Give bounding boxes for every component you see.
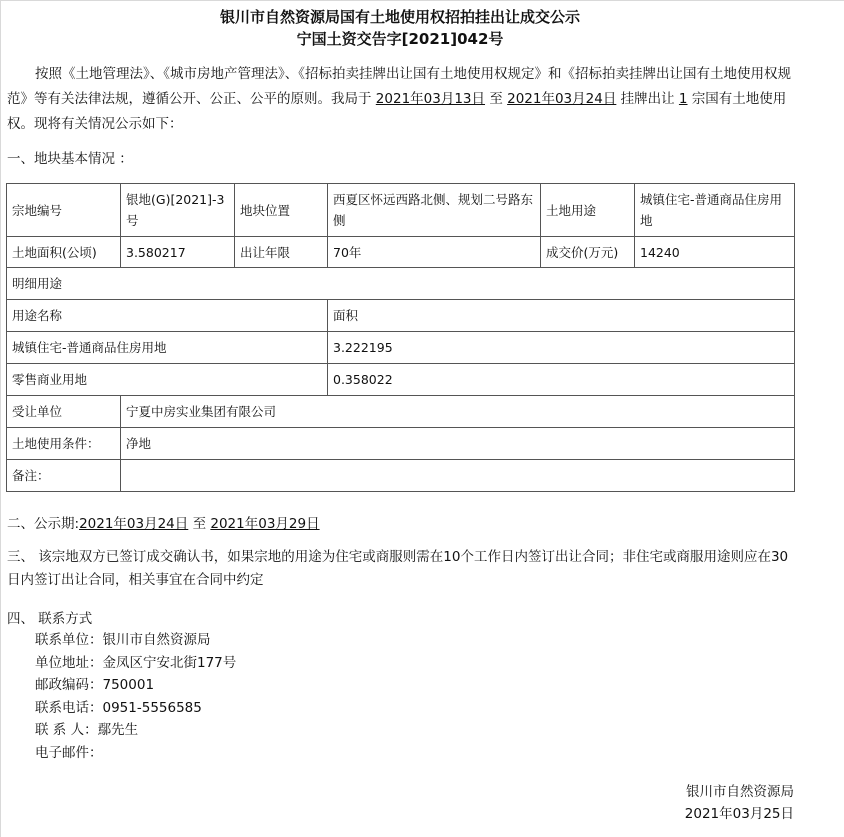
contact-unit-label: 联系单位：: [35, 632, 103, 648]
table-cell: 土地用途: [541, 184, 635, 237]
contact-address-row: [35, 652, 236, 675]
intro-to: 至: [489, 91, 503, 107]
table-row: [7, 460, 795, 492]
contact-zip-label: 邮政编码：: [35, 677, 103, 693]
contact-phone-row: [35, 697, 236, 720]
use-area-header: 面积: [328, 300, 795, 332]
condition-label: 土地使用条件：: [7, 428, 121, 460]
contact-address-label: 单位地址：: [35, 654, 103, 671]
publicity-label: 二、公示期:: [7, 516, 80, 532]
contact-email-label: 电子邮件：: [35, 744, 103, 761]
frame-border-left: [0, 0, 1, 837]
signature-org: 银川市自然资源局: [686, 784, 794, 800]
section-publicity-period: [7, 512, 320, 532]
parcel-count: 1: [678, 91, 688, 107]
use-area-cell: 0.358022: [328, 364, 795, 396]
detail-use-label: 明细用途: [7, 268, 795, 300]
table-cell: 城镇住宅-普通商品住房用地: [635, 184, 795, 237]
condition-value: 净地: [121, 428, 795, 460]
use-area-cell: 3.222195: [328, 332, 795, 364]
section-contract-note: 三、 该宗地双方已签订成交确认书，如果宗地的用途为住宅或商服则需在10个工作日内签订出让合同；非住宅或商服用途则应在30日内签订出让合同，相关事宜在合同中约定: [7, 549, 789, 588]
contact-zip-row: [35, 674, 236, 697]
publicity-to: 至: [192, 516, 207, 532]
table-cell: 地块位置: [235, 184, 328, 237]
table-cell: 宗地编号: [7, 184, 121, 237]
table-row: [7, 428, 795, 460]
table-cell: 14240: [635, 237, 795, 268]
intro-text-1: 按照《土地管理法》、《城市房地产管理法》、《招标拍卖挂牌出让国有土地使用权规定》和《招标拍卖挂牌出让国有土地使用权规范》等有关法律法规，遵循公开、公正、公平的原则。我局于: [7, 66, 791, 107]
publicity-end-date: 2021年03月29日: [210, 516, 320, 532]
intro-text-3: 宗国有土地使用权。现将有关情况公示如下：: [7, 91, 787, 132]
use-name-cell: 零售商业用地: [7, 364, 328, 396]
section-contact-heading: 四、 联系方式: [7, 611, 93, 627]
intro-paragraph: [7, 62, 797, 137]
contact-person-value: 鄢先生: [97, 722, 139, 738]
buyer-label: 受让单位: [7, 396, 121, 428]
use-name-header: 用途名称: [7, 300, 328, 332]
contact-phone-value: 0951-5556585: [102, 699, 202, 716]
table-row: [7, 332, 795, 364]
listing-end-date: 2021年03月24日: [507, 91, 617, 107]
contact-phone-label: 联系电话：: [35, 699, 103, 716]
intro-text-2: 挂牌出让: [620, 91, 675, 107]
contact-person-label: 联 系 人：: [35, 722, 98, 738]
table-row: [7, 237, 795, 268]
table-row: [7, 268, 795, 300]
contact-email-row: [35, 742, 236, 765]
table-row: [7, 396, 795, 428]
page-title: 银川市自然资源局国有土地使用权招拍挂出让成交公示: [219, 8, 580, 26]
contact-address-value: 金凤区宁安北街177号: [102, 654, 237, 671]
contact-block: [35, 629, 236, 764]
table-cell: 70年: [328, 237, 541, 268]
listing-start-date: 2021年03月13日: [375, 91, 486, 107]
table-cell: 银地(G)[2021]-3号: [121, 184, 235, 237]
table-row: [7, 184, 795, 237]
table-cell: 西夏区怀远西路北侧、规划二号路东侧: [328, 184, 541, 237]
table-row: [7, 300, 795, 332]
publicity-start-date: 2021年03月24日: [79, 516, 189, 532]
contact-person-row: [35, 719, 236, 742]
section-basic-info-heading: 一、地块基本情况 ：: [7, 151, 133, 167]
contact-unit-value: 银川市自然资源局: [102, 632, 211, 648]
table-cell: 成交价(万元): [541, 237, 635, 268]
remark-label: 备注：: [7, 460, 121, 492]
contact-zip-value: 750001: [102, 677, 155, 693]
remark-value: [121, 460, 795, 492]
table-row: [7, 364, 795, 396]
parcel-info-table: [6, 183, 795, 492]
use-name-cell: 城镇住宅-普通商品住房用地: [7, 332, 328, 364]
table-cell: 3.580217: [121, 237, 235, 268]
contact-unit-row: [35, 629, 236, 652]
buyer-value: 宁夏中房实业集团有限公司: [121, 396, 795, 428]
document-number: 宁国土资交告字[2021]042号: [296, 30, 504, 48]
table-cell: 土地面积(公顷): [7, 237, 121, 268]
signature-date: 2021年03月25日: [684, 806, 794, 822]
table-cell: 出让年限: [235, 237, 328, 268]
frame-border-top: [0, 0, 844, 1]
